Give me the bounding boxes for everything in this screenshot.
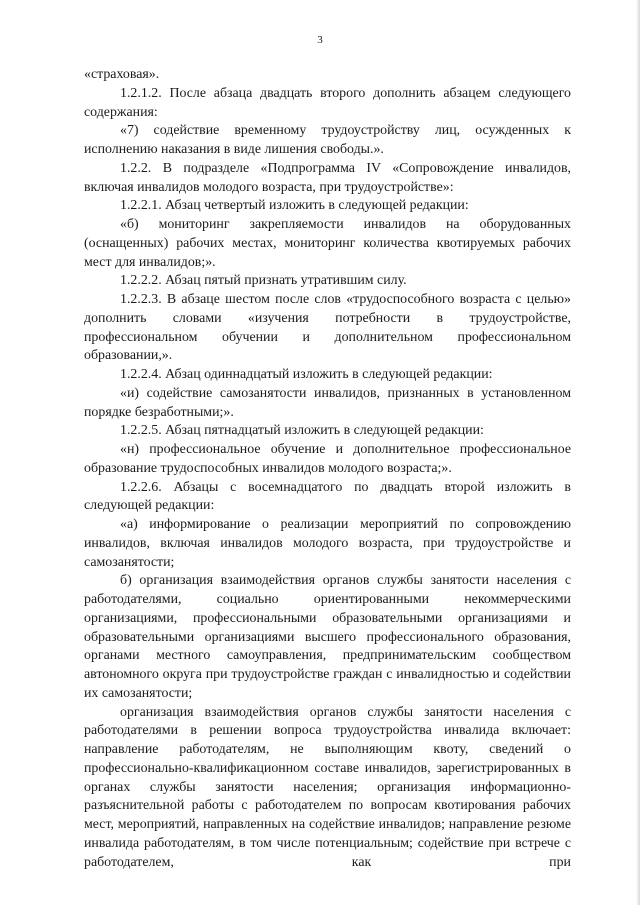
paragraph: 1.2.2. В подразделе «Подпрограмма IV «Сопровождение инвалидов, включая инвалидов молодого возраста, при трудоустройстве»: (84, 160, 571, 195)
paragraph: «н) профессиональное обучение и дополнительное профессиональное образование трудоспособных инвалидов молодого возраста;». (84, 442, 571, 476)
paragraph: б) организация взаимодействия органов службы занятости населения с работодателями, социально ориентированными некоммерческими организациями, профессиональными образовательными организациями и образовательными организациями высшего профессионального образования, органами местного самоуправления, предпринимательским сообществом автономного округа при трудоустройстве граждан с инвалидностью и содействии их самозанятости; (84, 573, 571, 701)
paragraph: «б) мониторинг закрепляемости инвалидов на оборудованных (оснащенных) рабочих местах, мониторинг количества квотируемых рабочих мест для инвалидов;». (84, 217, 571, 270)
paragraph: 1.2.2.4. Абзац одиннадцатый изложить в следующей редакции: (120, 367, 493, 382)
paragraph: 1.2.2.3. В абзаце шестом после слов «трудоспособного возраста с целью» дополнить словами «изучения потребности в трудоустройстве, профессиональном обучении и дополнительном профессиональном образовании,». (84, 292, 571, 364)
page-edge (636, 0, 640, 905)
paragraph: 1.2.2.5. Абзац пятнадцатый изложить в следующей редакции: (120, 423, 484, 439)
paragraph: 1.2.1.2. После абзаца двадцать второго дополнить абзацем следующего содержания: (84, 85, 571, 120)
paragraph: «и) содействие самозанятости инвалидов, признанных в установленном порядке безработными;». (84, 385, 571, 420)
paragraph: 1.2.2.1. Абзац четвертый изложить в следующей редакции: (120, 198, 469, 214)
document-body (84, 66, 571, 872)
paragraph: «7) содействие временному трудоустройству лиц, осужденных к исполнению наказания в виде лишения свободы.». (84, 123, 571, 157)
paragraph: 1.2.2.6. Абзацы с восемнадцатого по двадцать второй изложить в следующей редакции: (84, 479, 571, 514)
paragraph: организация взаимодействия органов службы занятости населения с работодателями в решении вопроса трудоустройства инвалида включает: направление работодателям, не выполняющим квоту, сведений о профессионально-квалификационном составе инвалидов, зарегистрированных в органах службы занятости населения; организация информационно-разъяснительной работы с работодателем по вопросам квотирования рабочих мест, мероприятий, направленных на содействие инвалидов; направление резюме инвалида работодателям, в том числе потенциальным; содействие при встрече с работодателем, как при (84, 704, 571, 870)
paragraph: «а) информирование о реализации мероприятий по сопровождению инвалидов, включая инвалидов молодого возраста, при трудоустройстве и самозанятости; (84, 517, 571, 570)
page-number: 3 (317, 34, 323, 46)
paragraph: «страховая». (84, 67, 160, 82)
paragraph: 1.2.2.2. Абзац пятый признать утратившим силу. (120, 273, 407, 289)
